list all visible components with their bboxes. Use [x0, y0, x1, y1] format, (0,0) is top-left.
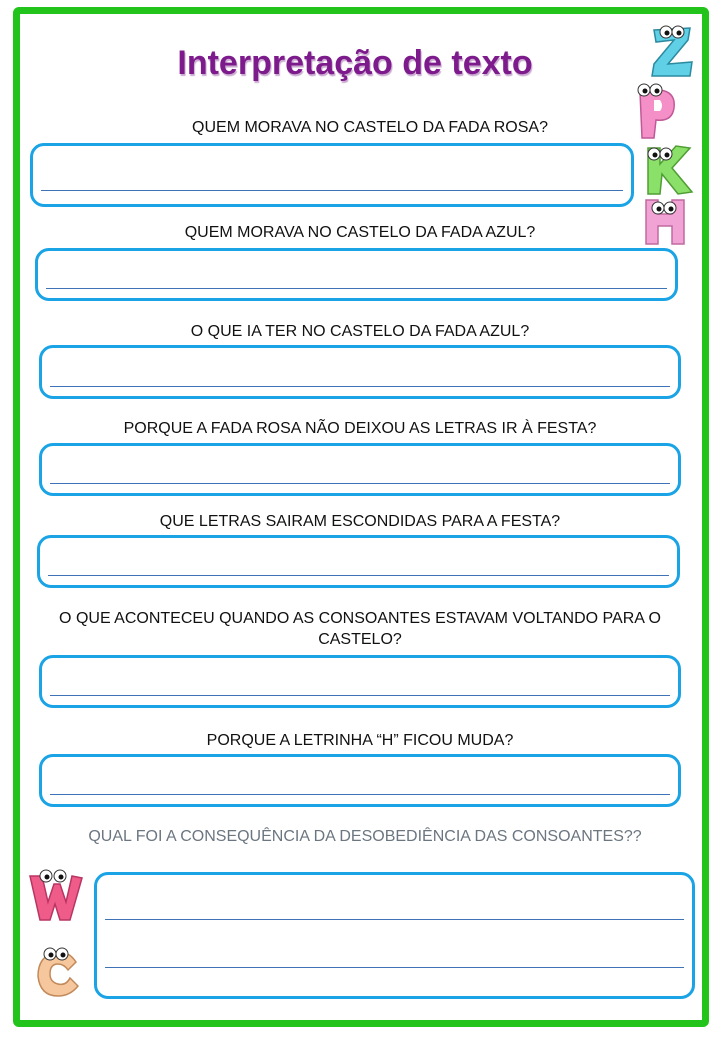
answer-box-5[interactable] — [37, 535, 680, 588]
answer-line — [50, 695, 670, 696]
question-3: O QUE IA TER NO CASTELO DA FADA AZUL? — [190, 323, 530, 340]
answer-box-3[interactable] — [39, 345, 681, 399]
answer-line — [50, 483, 670, 484]
answer-line — [50, 794, 670, 795]
letter-z-character — [648, 18, 698, 80]
answer-line — [46, 288, 667, 289]
question-8: QUAL FOI A CONSEQUÊNCIA DA DESOBEDIÊNCIA DAS CONSOANTES?? — [88, 828, 642, 845]
question-6: O QUE ACONTECEU QUANDO AS CONSOANTES ESTAVAM VOLTANDO PARA O CASTELO? — [59, 610, 661, 648]
question-5: QUE LETRAS SAIRAM ESCONDIDAS PARA A FESTA? — [159, 513, 561, 530]
answer-box-8[interactable] — [94, 872, 695, 999]
question-2: QUEM MORAVA NO CASTELO DA FADA AZUL? — [184, 224, 536, 241]
answer-box-7[interactable] — [39, 754, 681, 807]
answer-line — [48, 575, 669, 576]
question-1: QUEM MORAVA NO CASTELO DA FADA ROSA? — [192, 119, 548, 136]
answer-line — [105, 919, 684, 920]
letter-w-character — [26, 866, 84, 924]
answer-box-2[interactable] — [35, 248, 678, 301]
answer-box-4[interactable] — [39, 443, 681, 496]
question-4: PORQUE A FADA ROSA NÃO DEIXOU AS LETRAS IR À FESTA? — [123, 420, 597, 437]
answer-line — [105, 967, 684, 968]
question-7: PORQUE A LETRINHA “H” FICOU MUDA? — [206, 732, 514, 749]
answer-box-6[interactable] — [39, 655, 681, 708]
letter-p-character — [630, 80, 680, 142]
letter-h-character — [640, 194, 692, 248]
answer-line — [50, 386, 670, 387]
answer-line — [41, 190, 623, 191]
page-title: Interpretação de texto — [177, 44, 533, 82]
answer-box-1[interactable] — [30, 143, 634, 207]
letter-c-character — [32, 944, 84, 1000]
letter-k-character — [640, 140, 696, 198]
